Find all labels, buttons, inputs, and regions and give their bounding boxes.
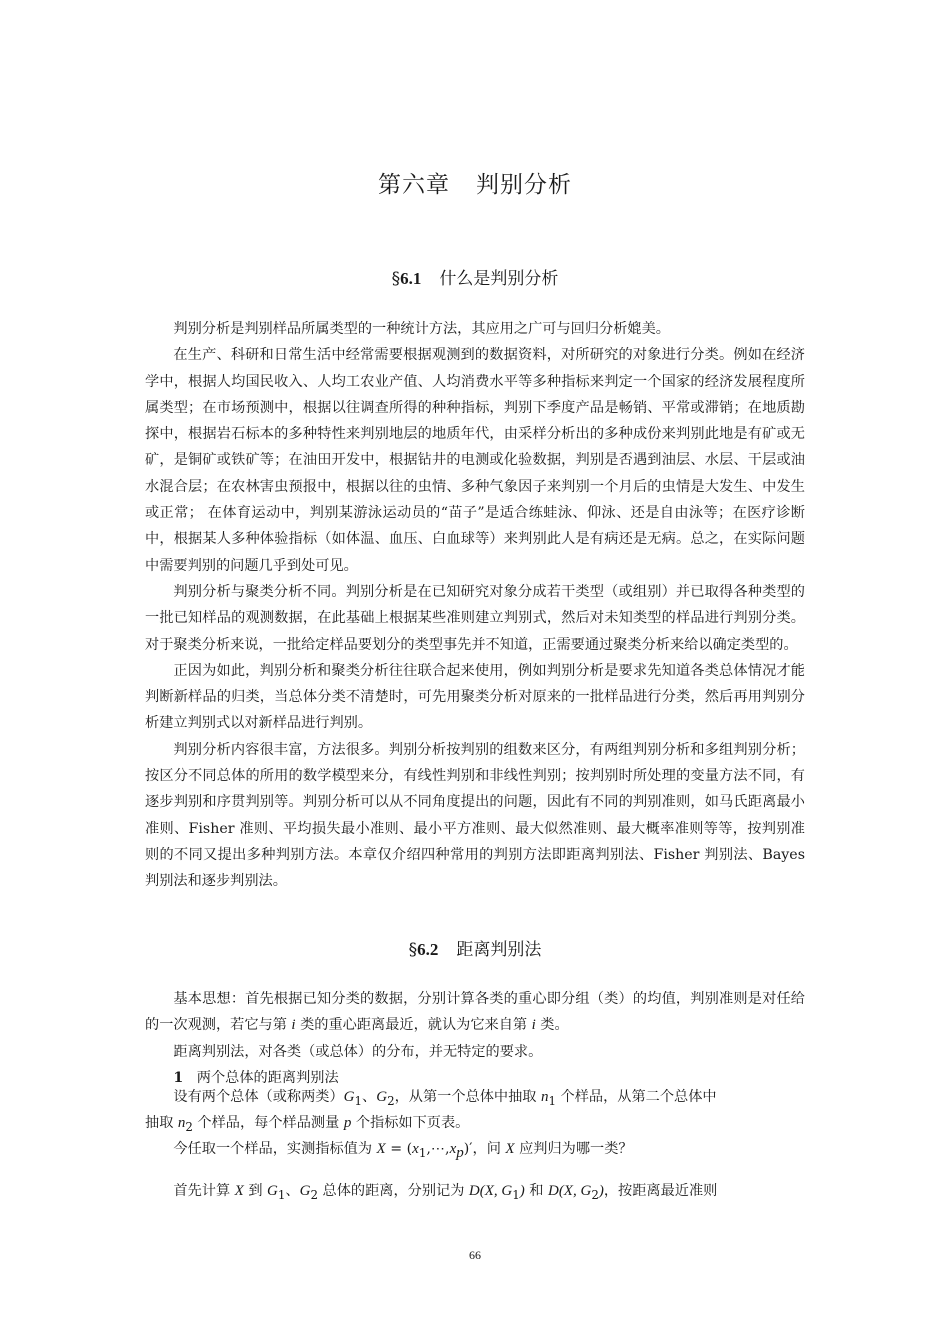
paragraph: 判别分析是判别样品所属类型的一种统计方法，其应用之广可与回归分析媲美。 — [173, 321, 670, 337]
text-run: 基本思想：首先根据已知分类的数据，分别计算各类的重心即分组（类）的均值，判别准则是对任给的一次观测，若它与第 — [145, 991, 805, 1034]
text-run: 类的重心距离最近，就认为它来自第 — [295, 1017, 532, 1034]
math-symbol: ) — [598, 1183, 604, 1199]
subscript: 1 — [277, 1187, 286, 1202]
text-run: 设有两个总体（或称两类） — [173, 1089, 344, 1105]
text-run: 今任取一个样品，实测指标值为 — [173, 1141, 377, 1157]
subscript: p — [456, 1144, 464, 1161]
math-expr: D(X, G — [547, 1183, 592, 1199]
paragraph: 判别分析内容很丰富，方法很多。判别分析按判别的组数来区分，有两组判别分析和多组判别分析；按区分不同总体的所用的数学模型来分，有线性判别和非线性判别；按判别时所处理的变量方法不同，有逐步判别和序贯判别等。判别分析可以从不同角度提出的问题，因此有不同的判别准则，如马氏距离最小准则、Fisher 准则、平均损失最小准则、最小平方准则、最大似然准则、最大概率准则等等，按判别准则的不同又提出多种判别方法。本章仅介绍四种常用的判别方法即距离判别法、Fisher 判别法、Bayes 判别法和逐步判别法。 — [145, 741, 805, 890]
math-symbol: = ( — [385, 1141, 413, 1157]
text-run: 个样品，每个样品测量 — [192, 1115, 344, 1131]
subscript: 2 — [387, 1093, 395, 1108]
section-6-2-body — [145, 986, 805, 1091]
subsection-number: 1 — [173, 1069, 184, 1086]
section-title-text: 距离判别法 — [456, 940, 542, 960]
math-expr: D(X, G — [468, 1183, 513, 1199]
chapter-number: 第六章 — [378, 172, 450, 198]
text-run: 、 — [362, 1089, 377, 1105]
math-var: X — [376, 1141, 386, 1157]
text-run: 个指标如下页表。 — [351, 1115, 470, 1131]
paragraph: 距离判别法，对各类（或总体）的分布，并无特定的要求。 — [173, 1043, 543, 1060]
text-line — [145, 1136, 833, 1166]
math-var: x — [449, 1141, 457, 1157]
paragraph: 在生产、科研和日常生活中经常需要根据观测到的数据资料，对所研究的对象进行分类。例如在经济学中，根据人均国民收入、人均工农业产值、人均消费水平等多种指标来判定一个国家的经济发展程度所属类型；在市场预测中，根据以往调查所得的种种指标，判别下季度产品是畅销、平常或滞销；在地质勘探中，根据岩石标本的多种特性来判别地层的地质年代，由采样分析出的多种成份来判别此地是有矿或无矿，是铜矿或铁矿等；在油田开发中，根据钻井的电测或化验数据，判别是否遇到油层、水层、干层或油水混合层；在农林害虫预报中，根据以往的虫情、多种气象因子来判别一个月后的虫情是大发生、中发生或正常； 在体育运动中，判别某游泳运动员的“苗子”是适合练蛙泳、仰泳、还是自由泳等；在医疗诊断中，根据某人多种体验指标（如体温、血压、白血球等）来判别此人是有病还是无病。总之，在实际问题中需要判别的问题几乎到处可见。 — [145, 347, 805, 574]
paragraph: 判别分析与聚类分析不同。判别分析是在已知研究对象分成若干类型（或组别）并已取得各种类型的一批已知样品的观测数据，在此基础上根据某些准则建立判别式，然后对未知类型的样品进行判别分类。对于聚类分析来说，一批给定样品要划分的类型事先并不知道，正需要通过聚类分析来给以确定类型的。 — [145, 583, 805, 653]
section-6-1-body — [145, 316, 805, 895]
math-var: G — [267, 1183, 278, 1199]
text-run: ，按距离最近准则 — [603, 1183, 718, 1199]
math-var: X — [234, 1183, 244, 1199]
subscript: 1 — [512, 1187, 520, 1202]
subscript: 1 — [548, 1093, 557, 1108]
subscript: 2 — [591, 1187, 599, 1202]
chapter-title — [0, 166, 950, 199]
paragraph: 正因为如此，判别分析和聚类分析往往联合起来使用，例如判别分析是要求先知道各类总体情况才能判断新样品的归类，当总体分类不清楚时，可先用聚类分析对原来的一批样品进行分类，然后再用判别分析建立判别式以对新样品进行判别。 — [145, 662, 805, 732]
math-symbol: ) — [519, 1183, 525, 1199]
paragraph-basic-idea — [145, 986, 805, 1039]
math-symbol: ,⋯, — [426, 1141, 450, 1157]
text-run: 类。 — [535, 1017, 569, 1034]
text-run: 首先计算 — [173, 1183, 235, 1199]
text-run: 和 — [524, 1183, 548, 1199]
math-var: X — [505, 1141, 515, 1157]
text-run: 到 — [243, 1183, 268, 1199]
text-run: ，问 — [472, 1141, 506, 1157]
text-run: 总体的距离，分别记为 — [318, 1183, 469, 1199]
math-var: G — [299, 1183, 311, 1199]
section-number: 6.2 — [417, 940, 439, 959]
text-line — [145, 1178, 833, 1208]
section-symbol: § — [408, 940, 418, 960]
subsection-title: 两个总体的距离判别法 — [196, 1069, 339, 1086]
math-var: G — [376, 1089, 388, 1105]
section-symbol: § — [391, 269, 401, 289]
section-6-2-heading — [0, 935, 950, 960]
subscript: 1 — [354, 1093, 363, 1108]
subscript: 2 — [310, 1187, 318, 1202]
math-var: n — [177, 1115, 186, 1131]
text-run: 抽取 — [145, 1115, 178, 1131]
text-run: 个样品，从第二个总体中 — [556, 1089, 717, 1105]
text-run: ，从第一个总体中抽取 — [394, 1089, 541, 1105]
math-symbol: )′ — [463, 1141, 473, 1157]
math-var: i — [531, 1017, 536, 1034]
math-var: x — [412, 1141, 419, 1157]
section-6-1-heading — [0, 264, 950, 289]
math-var: p — [343, 1115, 352, 1131]
section-title-text: 什么是判别分析 — [439, 269, 559, 289]
page-number: 66 — [469, 1248, 481, 1262]
text-run: 、 — [285, 1183, 300, 1199]
subscript: 1 — [418, 1145, 427, 1160]
math-var: G — [343, 1089, 355, 1105]
math-var: n — [541, 1089, 549, 1105]
section-number: 6.1 — [400, 269, 422, 288]
subscript: 2 — [185, 1119, 193, 1134]
math-var: i — [291, 1017, 296, 1034]
text-run: 应判归为哪一类？ — [514, 1141, 633, 1157]
chapter-name: 判别分析 — [476, 172, 572, 198]
